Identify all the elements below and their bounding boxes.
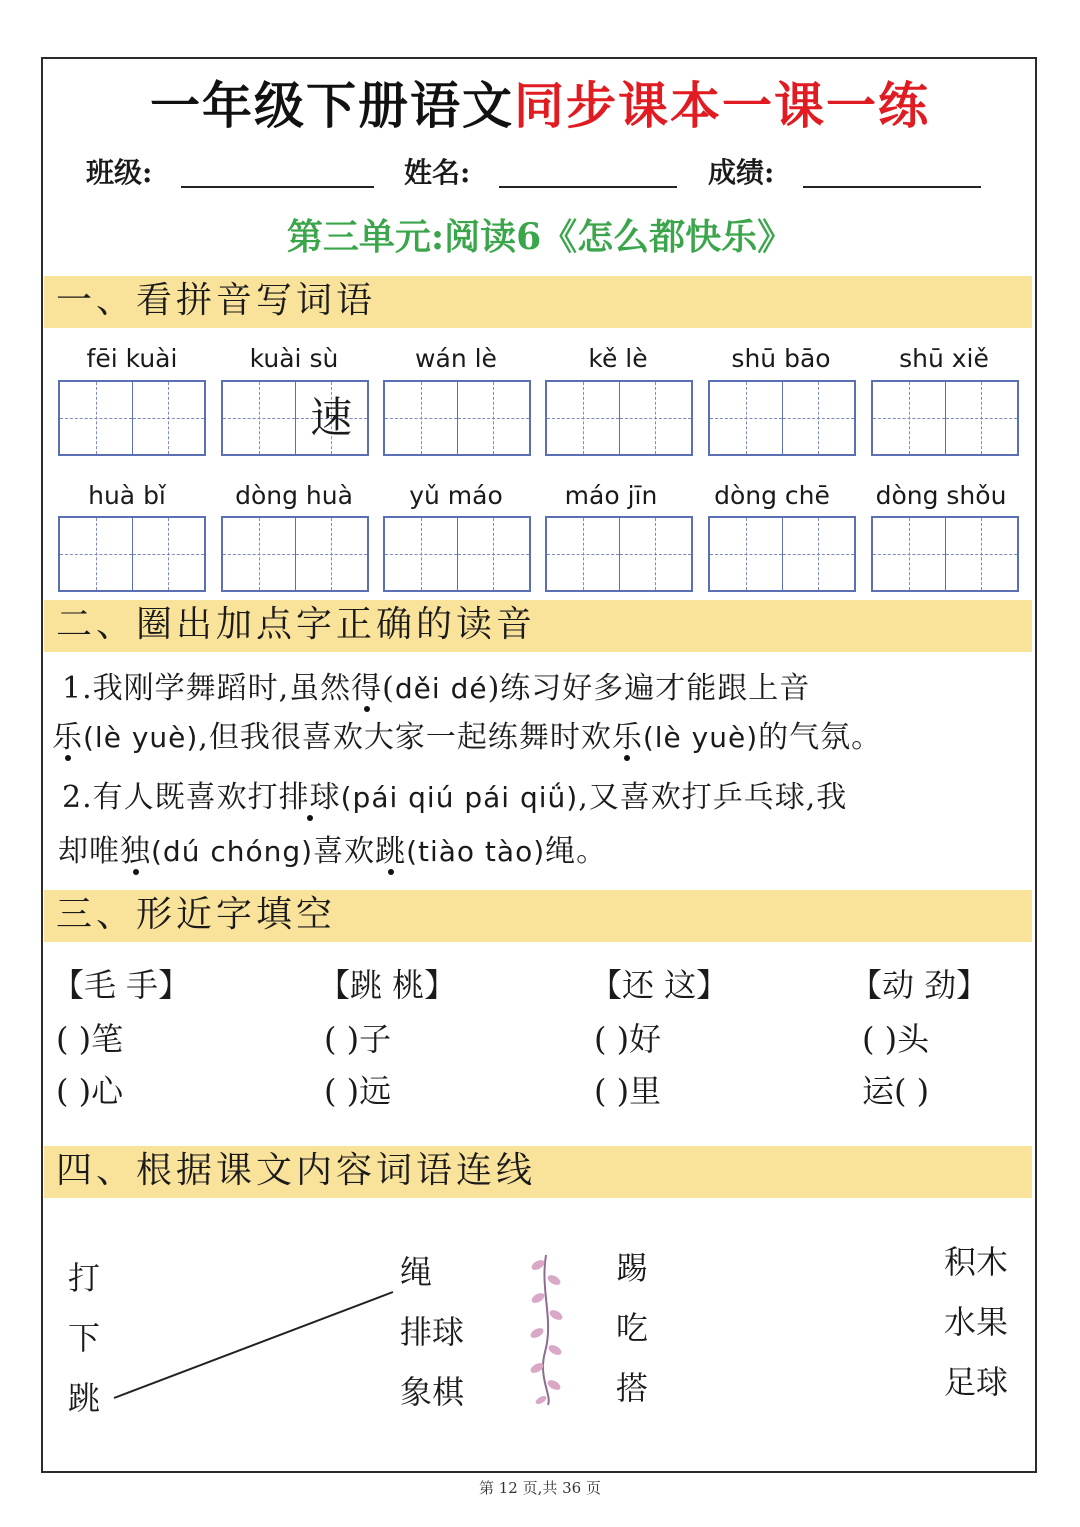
worksheet-title: 一年级下册语文同步课本一课一练 <box>150 76 930 135</box>
fill-blank-item[interactable]: ( )里 <box>594 1072 662 1110</box>
match-word[interactable]: 积木 <box>944 1243 1009 1281</box>
pinyin-choice[interactable]: děi dé <box>394 672 488 705</box>
char-pair-header: 【还 这】 <box>590 966 729 1004</box>
section-4-heading: 四、根据课文内容词语连线 <box>56 1150 537 1191</box>
dotted-char: 独 <box>120 834 151 869</box>
dotted-char: 跳 <box>375 834 407 869</box>
match-word[interactable]: 水果 <box>944 1303 1009 1341</box>
question-2-line-1: 2.有人既喜欢打排球(pái qiú pái qiǘ),又喜欢打乒乓球,我 <box>62 780 848 815</box>
pinyin-choice[interactable]: (lè yuè) <box>642 721 759 754</box>
pinyin-label: wán lè <box>415 344 497 373</box>
question-2-line-2: 却唯独(dú chóng)喜欢跳(tiào tào)绳。 <box>58 834 608 869</box>
fill-blank-item[interactable]: ( )子 <box>324 1020 392 1058</box>
question-1-line-2: 乐(lè yuè),但我很喜欢大家一起练舞时欢乐(lè yuè)的气氛。 <box>52 720 883 755</box>
match-word[interactable]: 打 <box>68 1259 101 1297</box>
question-1-line-1: 1.我刚学舞蹈时,虽然得(děi dé)练习好多遍才能跟上音 <box>62 671 811 706</box>
match-word[interactable]: 跳 <box>68 1379 101 1417</box>
written-character: 速 <box>310 393 353 442</box>
match-word[interactable]: 象棋 <box>400 1373 465 1411</box>
char-pair-header: 【跳 桃】 <box>318 966 457 1004</box>
pinyin-label: fēi kuài <box>86 344 178 373</box>
section-1-heading: 一、看拼音写词语 <box>56 280 377 321</box>
pinyin-label: kuài sù <box>249 344 339 373</box>
dotted-char: 排球 <box>278 780 341 815</box>
dotted-char: 乐 <box>611 720 643 755</box>
pinyin-label: dòng shǒu <box>875 481 1007 510</box>
pinyin-label: shū xiě <box>899 344 989 373</box>
score-label: 成绩: <box>708 156 775 189</box>
pinyin-choice[interactable]: (tiào tào) <box>406 835 546 868</box>
fill-blank-item[interactable]: ( )头 <box>862 1020 930 1058</box>
char-pair-header: 【毛 手】 <box>52 966 191 1004</box>
pinyin-choice[interactable]: (pái qiú pái qiǘ) <box>340 781 579 814</box>
match-word[interactable]: 足球 <box>944 1363 1009 1401</box>
match-word[interactable]: 绳 <box>400 1253 433 1291</box>
section-3-heading: 三、形近字填空 <box>56 894 337 935</box>
fill-blank-item[interactable]: ( )笔 <box>56 1020 124 1058</box>
fill-blank-item[interactable]: 运( ) <box>862 1072 930 1110</box>
pinyin-label: huà bǐ <box>88 481 166 510</box>
fill-blank-item[interactable]: ( )好 <box>594 1020 662 1058</box>
dotted-char: 乐 <box>52 720 83 755</box>
pinyin-label: máo jīn <box>564 481 658 510</box>
dotted-char: 得 <box>351 671 383 706</box>
unit-title: 第三单元:阅读6《怎么都快乐》 <box>286 216 794 258</box>
pinyin-choice[interactable]: (lè yuè) <box>83 721 199 754</box>
char-pair-header: 【动 劲】 <box>850 966 989 1004</box>
name-label: 姓名: <box>404 156 471 189</box>
match-word[interactable]: 搭 <box>616 1369 649 1407</box>
match-word[interactable]: 踢 <box>616 1249 649 1287</box>
match-word[interactable]: 排球 <box>400 1313 465 1351</box>
pinyin-label: dòng chē <box>714 481 830 510</box>
class-label: 班级: <box>86 156 153 189</box>
example-match-line <box>114 1292 393 1398</box>
pinyin-label: kě lè <box>588 344 648 373</box>
match-word[interactable]: 吃 <box>616 1309 649 1347</box>
fill-blank-item[interactable]: ( )远 <box>324 1072 392 1110</box>
match-word[interactable]: 下 <box>68 1319 101 1357</box>
page-number: 第 12 页,共 36 页 <box>478 1479 601 1497</box>
pinyin-label: shū bāo <box>731 344 831 373</box>
pinyin-label: dòng huà <box>235 481 353 510</box>
fill-blank-item[interactable]: ( )心 <box>56 1072 124 1110</box>
vine-decoration-icon <box>529 1255 564 1406</box>
pinyin-choice[interactable]: (dú chóng) <box>151 835 314 868</box>
section-2-heading: 二、圈出加点字正确的读音 <box>56 604 537 645</box>
pinyin-label: yǔ máo <box>409 481 503 510</box>
